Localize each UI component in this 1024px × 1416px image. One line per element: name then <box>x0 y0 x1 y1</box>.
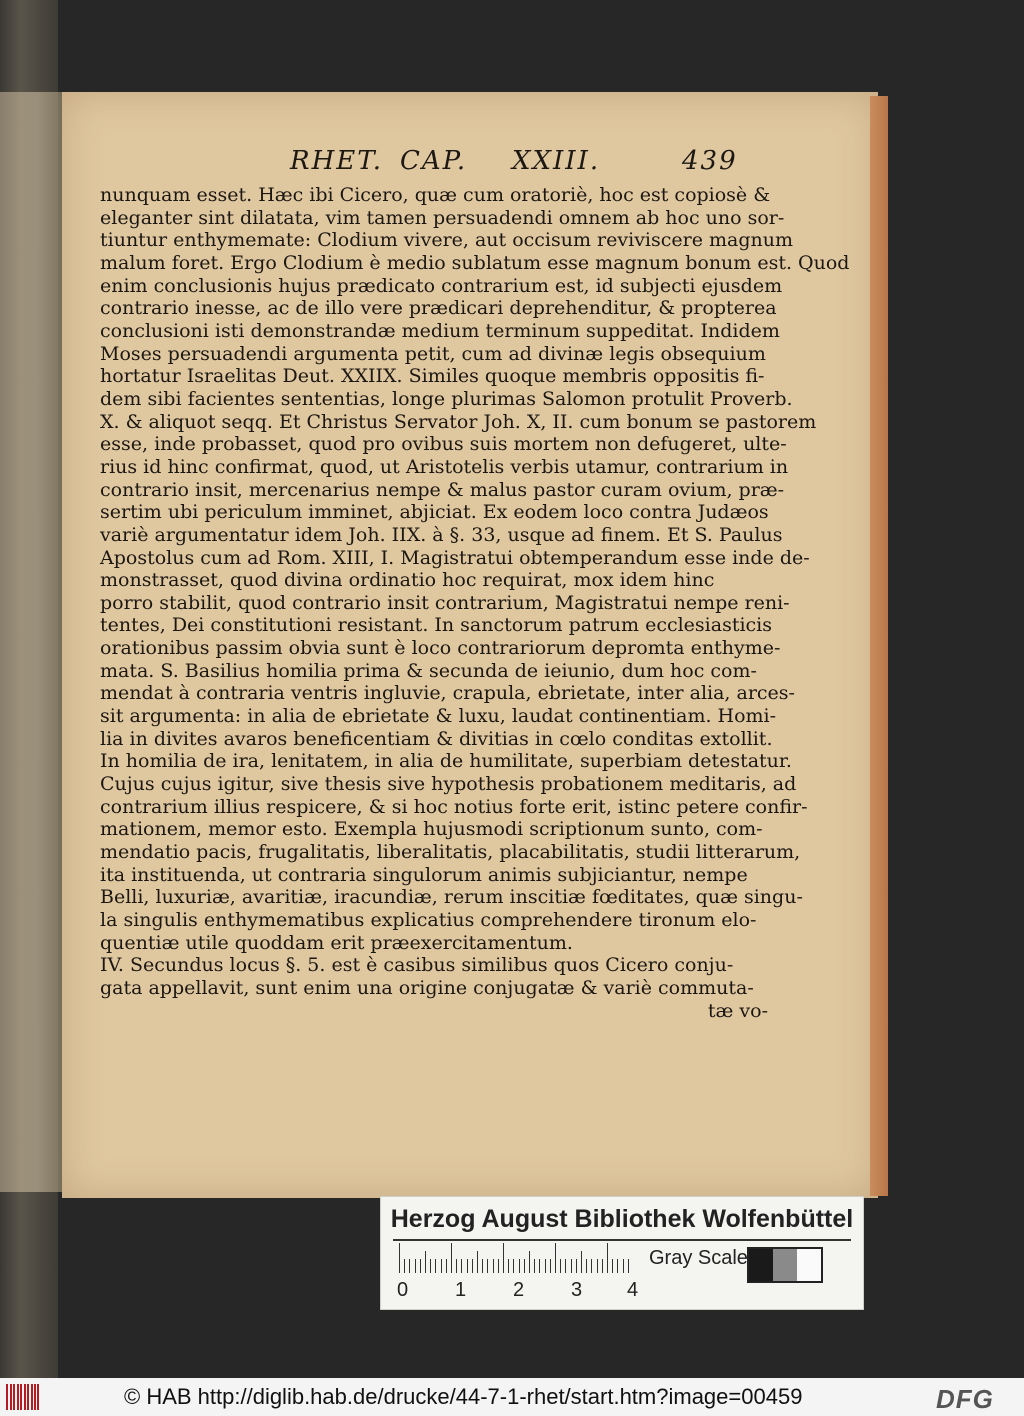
ruler-tick <box>539 1259 540 1273</box>
ruler-tick <box>628 1259 629 1273</box>
catchword: tæ vo- <box>707 999 768 1022</box>
ruler-tick <box>415 1259 416 1273</box>
ruler-tick <box>430 1259 431 1273</box>
text-line: Cujus cujus igitur, sive thesis sive hypothesis probationem meditaris, ad <box>100 773 797 796</box>
ruler-tick <box>586 1259 587 1273</box>
text-line: quentiæ utile quoddam erit præexercitamentum. <box>100 931 573 954</box>
text-line: dem sibi facientes sententias, longe plurimas Salomon protulit Proverb. <box>100 387 793 410</box>
catchword-line <box>100 1000 768 1023</box>
text-line: conclusioni isti demonstrandæ medium terminum suppeditat. Indidem <box>100 319 780 342</box>
text-line: Belli, luxuriæ, avaritiæ, iracundiæ, rerum inscitiæ fœditates, quæ singu- <box>100 886 803 909</box>
text-line: lia in divites avaros beneficentiam & divitias in cœlo conditas extollit. <box>100 727 773 750</box>
ruler-tick <box>571 1259 572 1273</box>
ruler-tick <box>612 1259 613 1273</box>
ruler-tick <box>581 1251 582 1273</box>
text-line: In homilia de ira, lenitatem, in alia de humilitate, superbiam detestatur. <box>100 750 792 773</box>
barcode-bar <box>31 1384 33 1410</box>
ruler-tick <box>576 1259 577 1273</box>
text-line: IV. Secundus locus §. 5. est è casibus similibus quos Cicero conju- <box>100 954 734 977</box>
text-line: tiuntur enthymemate: Clodium vivere, aut occisum reviviscere magnum <box>100 229 793 252</box>
ruler-tick <box>446 1259 447 1273</box>
barcode-icon <box>6 1384 40 1410</box>
text-line: tentes, Dei constitutioni resistant. In sanctorum patrum ecclesiasticis <box>100 614 773 637</box>
page-number: 439 <box>682 146 738 176</box>
text-line: eleganter sint dilatata, vim tamen persuadendi omnem ab hoc uno sor- <box>100 206 785 229</box>
text-line: monstrasset, quod divina ordinatio hoc requirat, mox idem hinc <box>100 569 715 592</box>
barcode-bar <box>34 1384 36 1410</box>
text-line: Apostolus cum ad Rom. XIII, I. Magistratui obtemperandum esse inde de- <box>100 546 810 569</box>
body-text <box>100 184 850 1022</box>
text-line: contrarium illius respicere, & si hoc notius forte erit, istinc petere confir- <box>100 795 808 818</box>
ruler-tick <box>456 1259 457 1273</box>
ruler-tick <box>461 1259 462 1273</box>
scale-ruler <box>399 1243 629 1273</box>
text-line: orationibus passim obvia sunt è loco contrariorum depromta enthyme- <box>100 637 781 660</box>
ruler-tick <box>482 1259 483 1273</box>
barcode-bar <box>37 1384 39 1410</box>
gray-swatch-mid <box>773 1249 797 1281</box>
ruler-tick <box>467 1259 468 1273</box>
card-rule <box>393 1239 851 1241</box>
ruler-tick <box>617 1259 618 1273</box>
ruler-tick <box>503 1243 504 1273</box>
running-head-left: RHET. <box>290 146 384 176</box>
ruler-tick <box>519 1259 520 1273</box>
text-line: ita instituenda, ut contraria singulorum animis subjiciantur, nempe <box>100 863 748 886</box>
text-line: mendatio pacis, frugalitatis, liberalitatis, placabilitatis, studii litterarum, <box>100 841 801 864</box>
ruler-tick <box>409 1259 410 1273</box>
previous-page-shadow <box>0 92 62 1192</box>
text-line: malum foret. Ergo Clodium è medio sublatum esse magnum bonum est. Quod <box>100 251 850 274</box>
ruler-tick <box>597 1259 598 1273</box>
running-head <box>290 146 770 180</box>
text-line: contrario insit, mercenarius nempe & malus pastor curam ovium, præ- <box>100 478 785 501</box>
barcode-bar <box>20 1384 22 1410</box>
running-head-right: XXIII. <box>512 146 601 176</box>
text-line: contrario inesse, ac de illo vere prædicari deprehenditur, & propterea <box>100 297 777 320</box>
ruler-number: 1 <box>455 1279 467 1301</box>
source-link[interactable]: © HAB http://diglib.hab.de/drucke/44-7-1-rhet/start.htm?image=00459 <box>124 1384 803 1409</box>
ruler-tick <box>508 1259 509 1273</box>
text-line: X. & aliquot seqq. Et Christus Servator Joh. X, II. cum bonum se pastorem <box>100 410 817 433</box>
text-line: Moses persuadendi argumenta petit, cum ad divinæ legis obsequium <box>100 342 766 365</box>
ruler-tick <box>435 1259 436 1273</box>
gray-scale-label: Gray Scale <box>649 1247 748 1269</box>
text-line: la singulis enthymematibus explicatius comprehendere tironum elo- <box>100 909 757 931</box>
barcode-bar <box>24 1384 26 1410</box>
ruler-tick <box>623 1259 624 1273</box>
ruler-tick <box>550 1259 551 1273</box>
text-line: mationem, memor esto. Exempla hujusmodi scriptionum sunto, com- <box>100 818 763 841</box>
barcode-bar <box>17 1384 19 1410</box>
ruler-tick <box>591 1259 592 1273</box>
ruler-tick <box>529 1251 530 1273</box>
viewer-footer <box>0 1378 1024 1416</box>
text-line: sertim ubi periculum imminet, abjiciat. Ex eodem loco contra Judæos <box>100 501 769 524</box>
ruler-tick <box>602 1259 603 1273</box>
gray-swatch-white <box>797 1249 821 1281</box>
ruler-tick <box>560 1259 561 1273</box>
text-line: hortatur Israelitas Deut. XXIIX. Similes quoque membris oppositis fi- <box>100 365 765 388</box>
barcode-bar <box>10 1384 12 1410</box>
ruler-tick <box>534 1259 535 1273</box>
running-head-mid: CAP. <box>400 146 468 176</box>
page-fore-edge <box>870 96 888 1196</box>
ruler-tick <box>493 1259 494 1273</box>
ruler-tick <box>472 1259 473 1273</box>
ruler-number: 2 <box>513 1279 525 1301</box>
ruler-number: 4 <box>627 1279 639 1301</box>
barcode-bar <box>27 1384 29 1410</box>
ruler-tick <box>404 1259 405 1273</box>
text-line: esse, inde probasset, quod pro ovibus suis mortem non defugeret, ulte- <box>100 433 787 456</box>
gray-scale-swatch <box>747 1247 823 1283</box>
ruler-tick <box>425 1251 426 1273</box>
ruler-tick <box>420 1259 421 1273</box>
ruler-number: 3 <box>571 1279 583 1301</box>
barcode-bar <box>13 1384 15 1410</box>
text-line: mata. S. Basilius homilia prima & secunda de ieiunio, dum hoc com- <box>100 659 757 682</box>
library-color-card <box>380 1196 864 1310</box>
ruler-tick <box>477 1251 478 1273</box>
text-line: enim conclusionis hujus prædicato contrarium est, id subjecti ejusdem <box>100 274 783 297</box>
text-line: variè argumentatur idem Joh. IIX. à §. 33, usque ad finem. Et S. Paulus <box>100 523 783 546</box>
ruler-tick <box>451 1243 452 1273</box>
text-line: mendat à contraria ventris ingluvie, crapula, ebrietate, inter alia, arces- <box>100 682 795 705</box>
ruler-tick <box>498 1259 499 1273</box>
text-line: nunquam esset. Hæc ibi Cicero, quæ cum oratoriè, hoc est copiosè & <box>100 184 771 206</box>
ruler-tick <box>441 1259 442 1273</box>
library-title: Herzog August Bibliothek Wolfenbüttel <box>390 1205 854 1233</box>
ruler-tick <box>607 1243 608 1273</box>
ruler-tick <box>555 1243 556 1273</box>
ruler-tick <box>545 1259 546 1273</box>
text-line: porro stabilit, quod contrario insit contrarium, Magistratui nempe reni- <box>100 591 790 614</box>
ruler-number: 0 <box>397 1279 409 1301</box>
ruler-tick <box>399 1243 400 1273</box>
ruler-tick <box>524 1259 525 1273</box>
text-line: sit argumenta: in alia de ebrietate & luxu, laudat continentiam. Homi- <box>100 705 777 728</box>
ruler-tick <box>487 1259 488 1273</box>
text-line: rius id hinc confirmat, quod, ut Aristotelis verbis utamur, contrarium in <box>100 455 789 478</box>
text-line: gata appellavit, sunt enim una origine conjugatæ & variè commuta- <box>100 976 754 999</box>
ruler-tick <box>513 1259 514 1273</box>
barcode-bar <box>6 1384 8 1410</box>
ruler-tick <box>565 1259 566 1273</box>
gray-swatch-black <box>749 1249 773 1281</box>
dfg-logo: DFG <box>936 1384 994 1414</box>
